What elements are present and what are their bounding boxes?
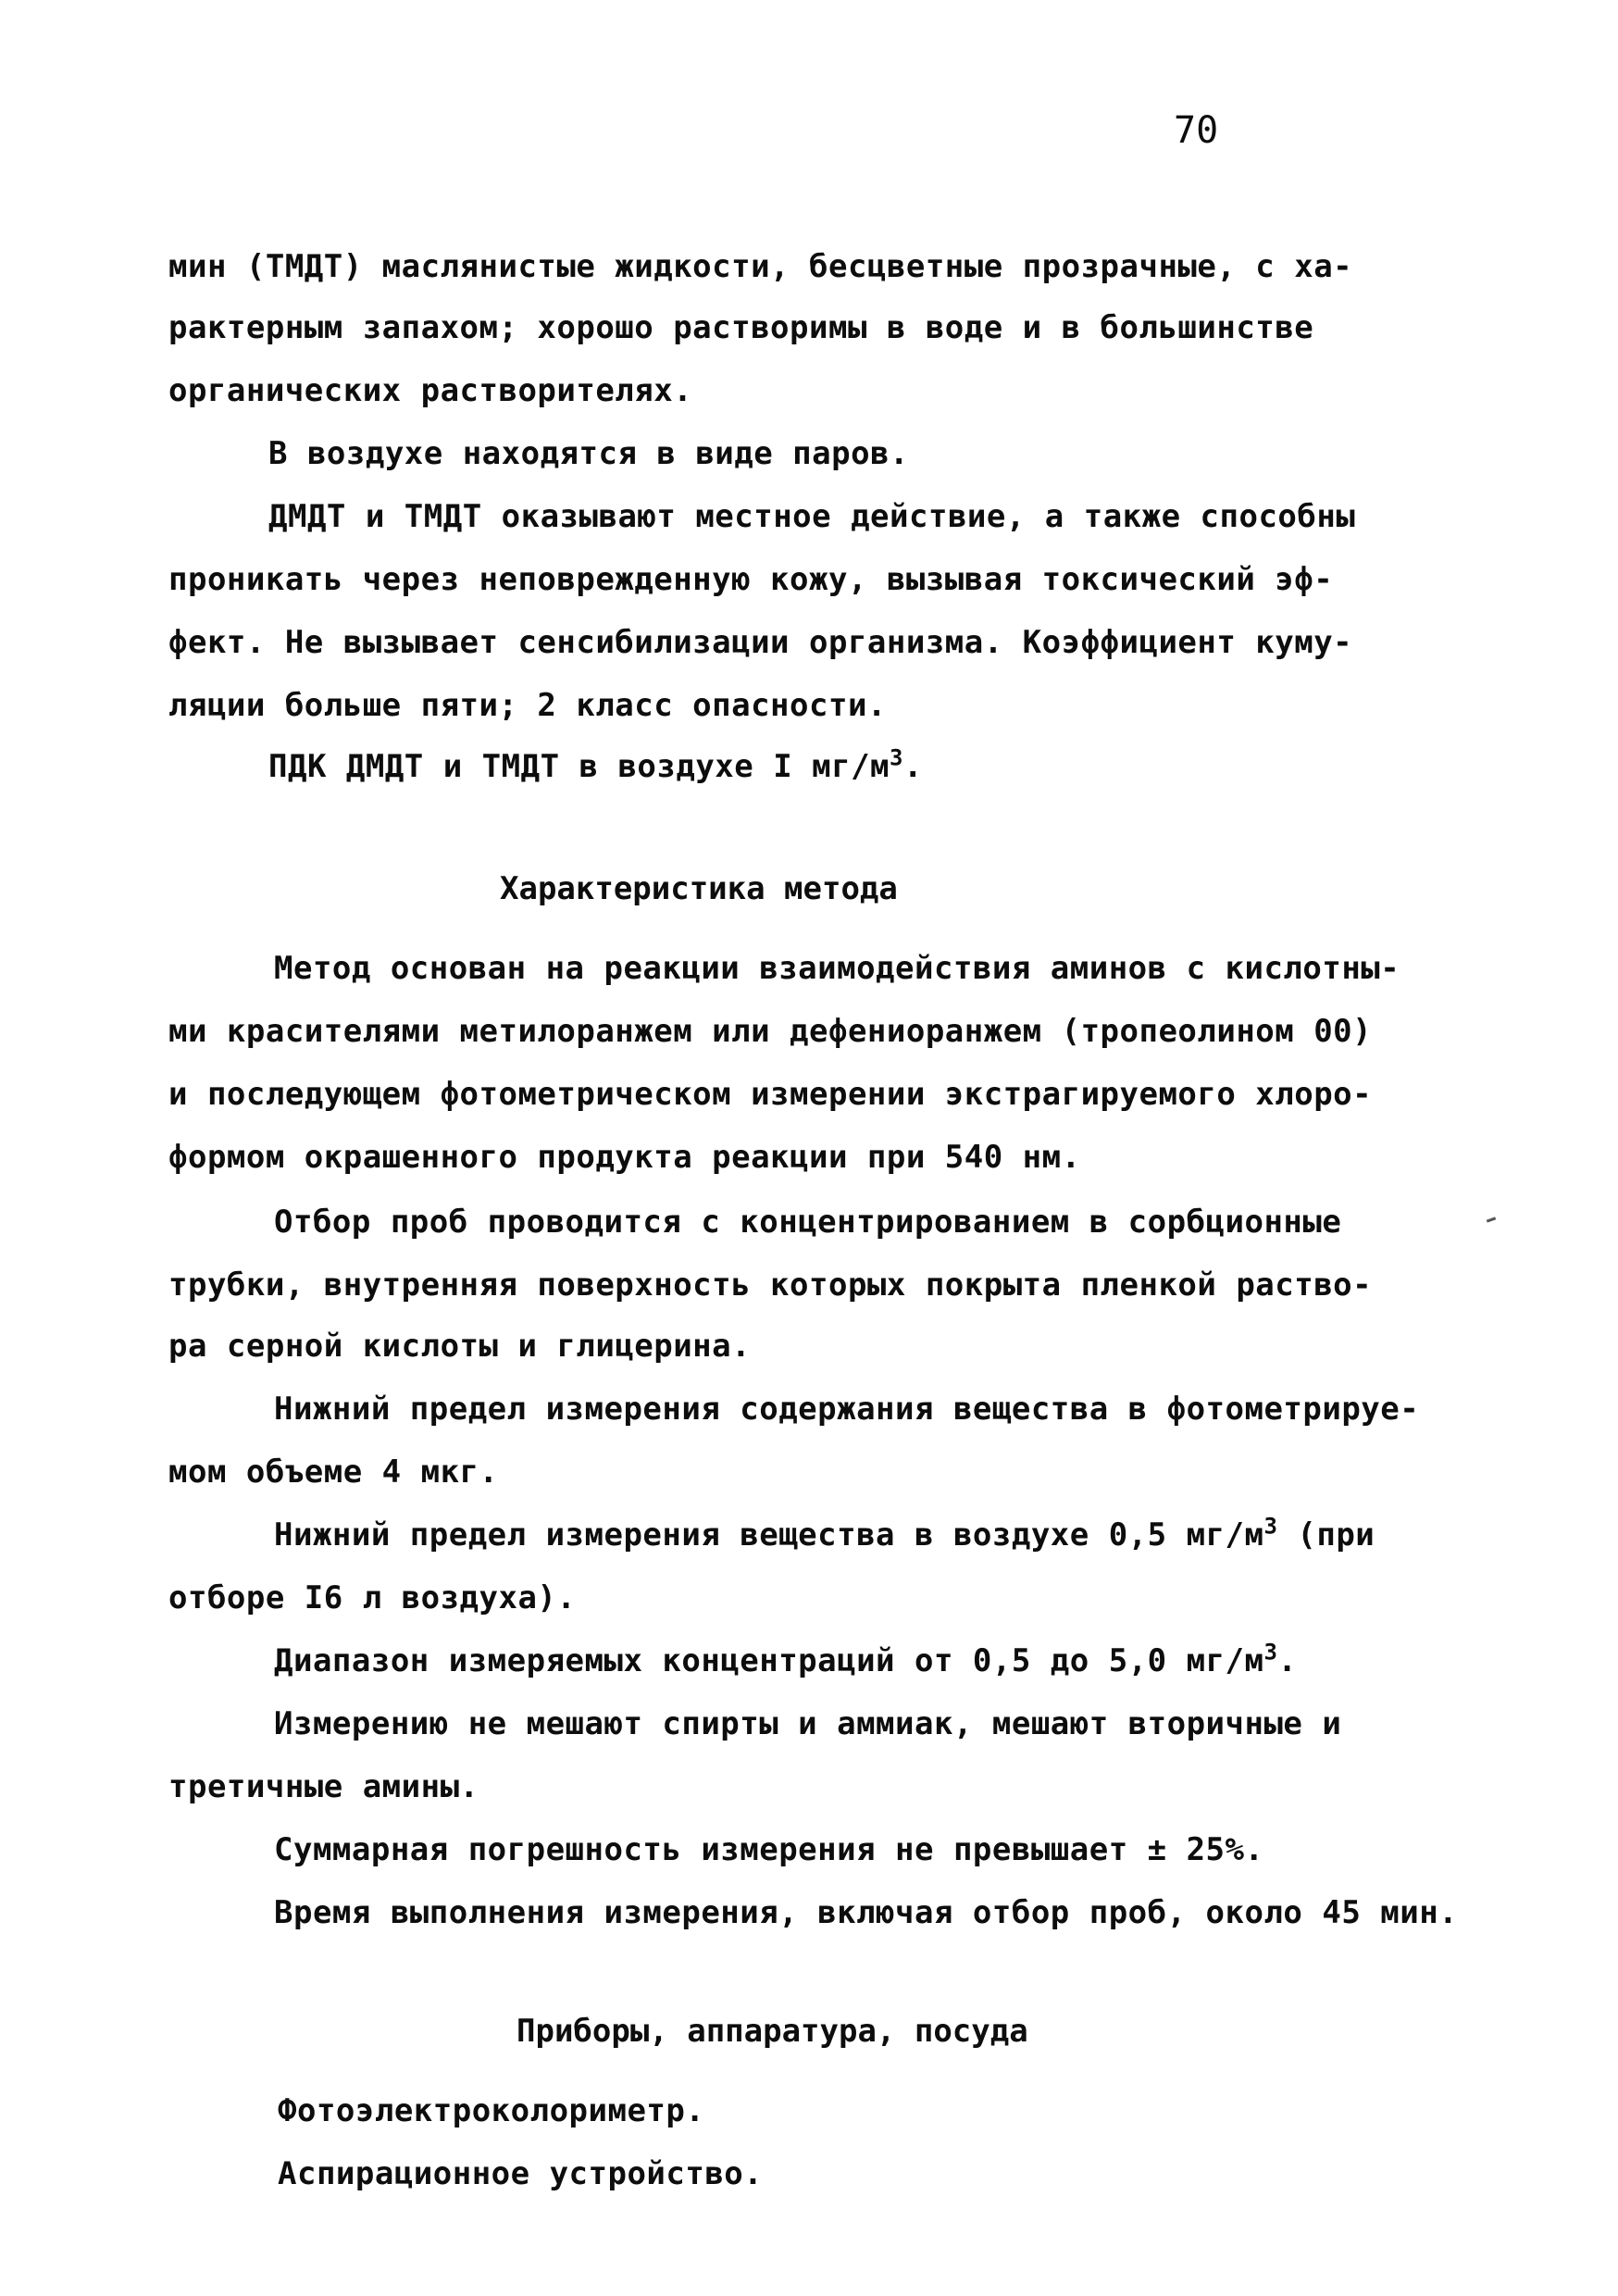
superscript: 3 — [890, 744, 903, 771]
scan-mark — [1487, 1217, 1496, 1222]
text-line: Нижний предел измерения содержания вещества в фотометрируе- — [274, 1391, 1420, 1428]
pdk-line — [268, 744, 923, 785]
superscript: 3 — [1263, 1513, 1278, 1540]
equipment-item: Аспирационное устройство. — [278, 2155, 764, 2192]
text-line: мом объеме 4 мкг. — [168, 1454, 499, 1491]
text-line: Измерению не мешают спирты и аммиак, мешают вторичные и — [274, 1705, 1342, 1742]
range-line — [274, 1639, 1298, 1679]
superscript: 3 — [1263, 1639, 1278, 1666]
text-line: ляции больше пяти; 2 класс опасности. — [168, 687, 887, 724]
text-line: мин (ТМДТ) маслянистые жидкости, бесцветные прозрачные, с ха- — [168, 248, 1353, 285]
pdk-text: ПДК ДМДТ и ТМДТ в воздухе I мг/м — [268, 748, 890, 785]
text-line: третичные амины. — [168, 1768, 479, 1805]
text-line: и последующем фотометрическом измерении экстрагируемого хлоро- — [168, 1076, 1373, 1113]
equipment-item: Фотоэлектроколориметр. — [278, 2092, 705, 2129]
text-line: формом окрашенного продукта реакции при 540 нм. — [168, 1139, 1081, 1176]
range-end: . — [1277, 1642, 1298, 1679]
section-heading-method: Характеристика метода — [500, 870, 898, 907]
text-line: ДМДТ и ТМДТ оказывают местное действие, а также способны — [268, 498, 1356, 535]
text-line: ми красителями метилоранжем или дефениоранжем (тропеолином 00) — [168, 1013, 1373, 1050]
text-line: органических растворителях. — [168, 372, 693, 409]
text-line: проникать через неповрежденную кожу, вызывая токсический эф- — [168, 561, 1334, 598]
text-line: Время выполнения измерения, включая отбор проб, около 45 мин. — [274, 1894, 1459, 1931]
pdk-end: . — [902, 748, 923, 785]
lower-limit-air-end: (при — [1277, 1516, 1375, 1554]
text-line: В воздухе находятся в виде паров. — [268, 435, 910, 472]
text-line: фект. Не вызывает сенсибилизации организма. Коэффициент куму- — [168, 624, 1353, 661]
error-text: Суммарная погрешность измерения не превышает — [274, 1831, 1148, 1868]
page-number: 70 — [1174, 109, 1219, 152]
text-line: отборе I6 л воздуха). — [168, 1579, 577, 1616]
lower-limit-air-text: Нижний предел измерения вещества в воздухе 0,5 мг/м — [274, 1516, 1264, 1554]
lower-limit-air-line — [274, 1513, 1375, 1554]
error-value: ± 25%. — [1147, 1831, 1264, 1868]
text-line: Отбор проб проводится с концентрированием в сорбционные — [274, 1204, 1342, 1241]
text-line: рактерным запахом; хорошо растворимы в воде и в большинстве — [168, 309, 1314, 346]
section-heading-equipment: Приборы, аппаратура, посуда — [517, 2013, 1028, 2050]
range-text: Диапазон измеряемых концентраций от 0,5 до 5,0 мг/м — [274, 1642, 1264, 1679]
text-line: трубки, внутренняя поверхность которых покрыта пленкой раство- — [168, 1267, 1373, 1304]
error-line — [274, 1831, 1263, 1868]
text-line: ра серной кислоты и глицерина. — [168, 1328, 752, 1365]
text-line: Метод основан на реакции взаимодействия аминов с кислотны- — [274, 950, 1400, 987]
